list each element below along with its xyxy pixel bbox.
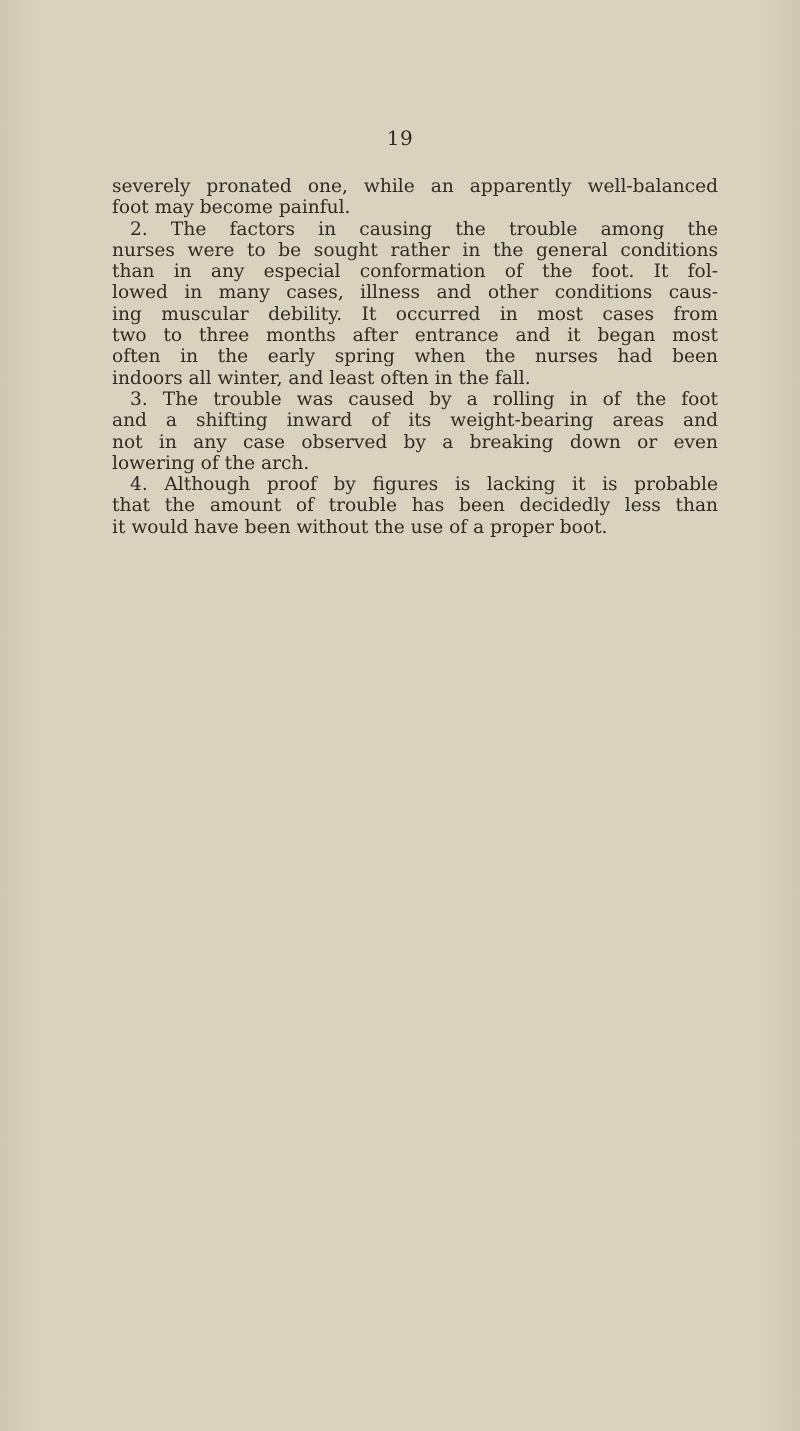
text-line: than in any especial conformation of the foot. It fol- [112, 261, 718, 283]
text-line: that the amount of trouble has been decidedly less than [112, 495, 718, 517]
page-number: 19 [386, 126, 414, 150]
text-line: not in any case observed by a breaking down or even [112, 431, 718, 453]
text-line: nurses were to be sought rather in the general conditions [112, 239, 718, 261]
text-line: lowering of the arch. [112, 452, 310, 474]
text-line: and a shifting inward of its weight-bearing areas and [112, 410, 718, 432]
text-line: lowed in many cases, illness and other conditions caus- [112, 282, 718, 304]
text-line: 2. The factors in causing the trouble among the [130, 218, 718, 240]
text-line: foot may become painful. [112, 197, 351, 219]
text-line: 4. Although proof by figures is lacking it is probable [130, 474, 718, 496]
text-line: it would have been without the use of a proper boot. [112, 516, 608, 538]
text-line: two to three months after entrance and it began most [112, 325, 718, 347]
text-line: ing muscular debility. It occurred in most cases from [112, 303, 718, 325]
text-line: often in the early spring when the nurses had been [112, 346, 718, 368]
text-line: indoors all winter, and least often in the fall. [112, 367, 531, 389]
text-line: 3. The trouble was caused by a rolling in of the foot [130, 388, 718, 410]
text-line: severely pronated one, while an apparently well-balanced [112, 176, 718, 197]
body-text [112, 176, 718, 538]
